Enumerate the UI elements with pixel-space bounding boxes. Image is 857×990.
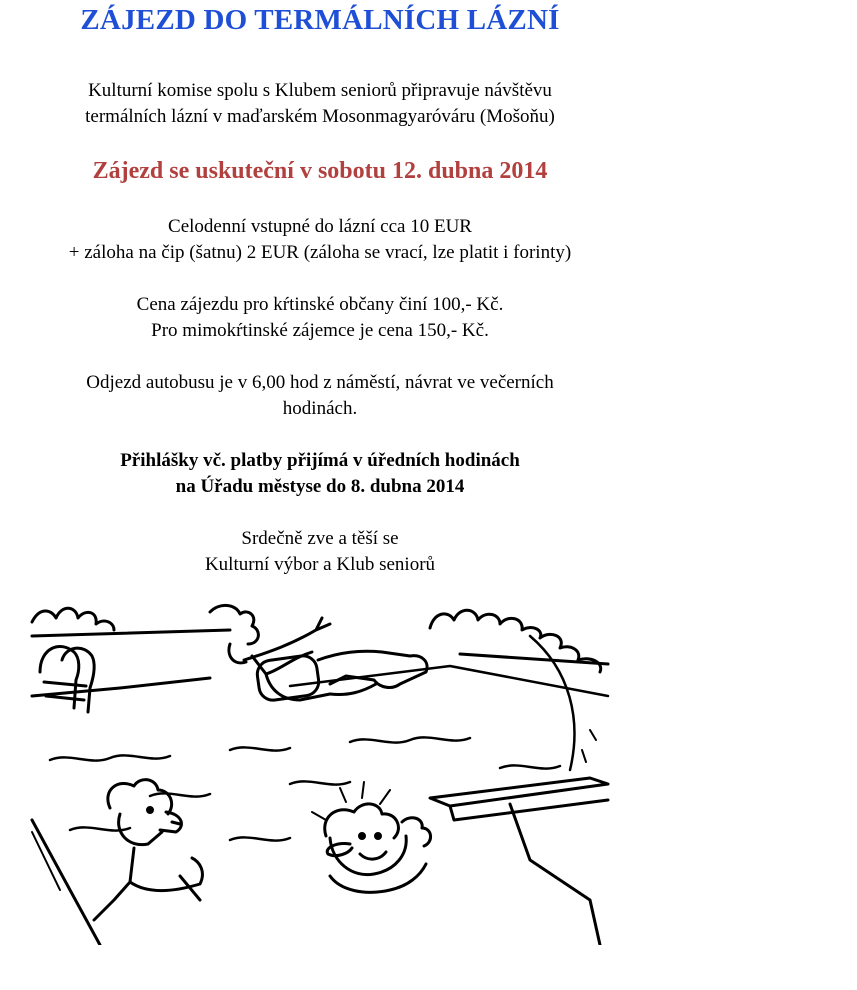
trip-date-heading: Zájezd se uskuteční v sobotu 12. dubna 2014 <box>92 158 548 184</box>
pool-ladder-icon <box>40 646 94 712</box>
departure-paragraph <box>0 370 640 422</box>
entry-line-1: Celodenní vstupné do lázní cca 10 EUR <box>168 216 472 237</box>
swimming-pool-illustration <box>30 600 610 945</box>
departure-line-1: Odjezd autobusu je v 6,00 hod z náměstí, návrat ve večerních <box>86 372 554 393</box>
water-ripples <box>50 737 560 840</box>
splash-arc <box>530 636 574 770</box>
intro-paragraph <box>0 78 640 130</box>
closing-line-1: Srdečně zve a těší se <box>241 528 399 549</box>
standing-boy <box>94 780 202 920</box>
diving-boy <box>210 605 427 702</box>
page-title: ZÁJEZD DO TERMÁLNÍCH LÁZNÍ <box>80 4 560 36</box>
pool-edge-near <box>32 678 210 696</box>
price-line-2: Pro mimokŕtinské zájemce je cena 150,- Kč. <box>151 320 489 341</box>
intro-line-1: Kulturní komise spolu s Klubem seniorů připravuje návštěvu <box>88 80 552 101</box>
registration-line-1: Přihlášky vč. platby přijímá v úředních hodinách <box>120 450 520 471</box>
registration-line-2: na Úřadu městyse do 8. dubna 2014 <box>175 476 465 497</box>
bush-left <box>32 608 114 630</box>
entry-line-2: + záloha na čip (šatnu) 2 EUR (záloha se vrací, lze platit i forinty) <box>68 242 572 263</box>
price-line-1: Cena zájezdu pro kŕtinské občany činí 100,- Kč. <box>136 294 504 315</box>
diving-board <box>430 778 608 945</box>
entry-fee-paragraph <box>0 214 640 266</box>
price-paragraph <box>0 292 640 344</box>
pool-left-edge <box>32 820 100 945</box>
departure-line-2: hodinách. <box>282 398 358 419</box>
splashing-boy <box>312 782 431 892</box>
registration-paragraph <box>0 448 640 500</box>
pool-back-edge <box>32 630 230 636</box>
closing-line-2: Kulturní výbor a Klub seniorů <box>204 554 436 575</box>
closing-paragraph <box>0 526 640 578</box>
intro-line-2: termálních lázní v maďarském Mosonmagyaróváru (Mošoňu) <box>85 106 555 127</box>
